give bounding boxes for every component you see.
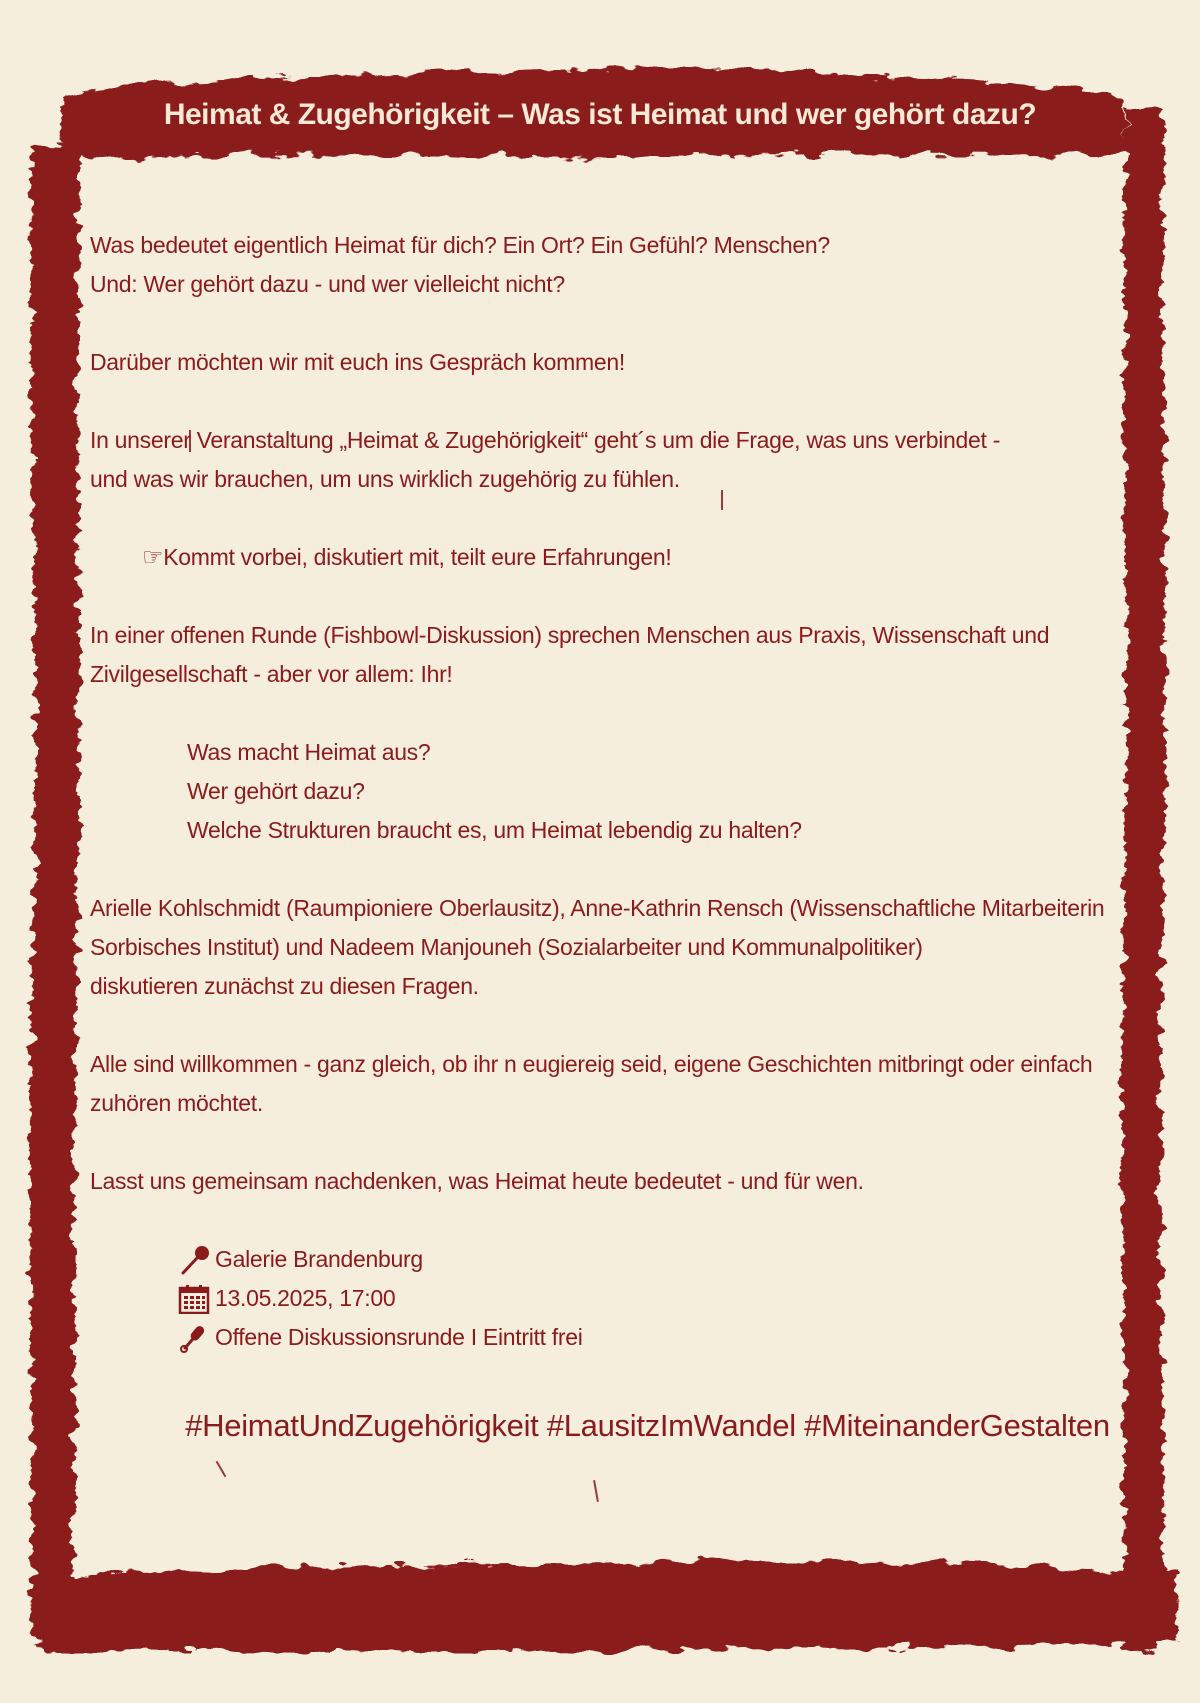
question-item: Wer gehört dazu? (187, 778, 365, 804)
speakers-line-2: Sorbisches Institut) und Nadeem Manjouneh (Sozialarbeiter und Kommunalpolitiker) (90, 934, 923, 960)
main-content (90, 226, 1120, 1357)
datetime-text: 13.05.2025, 17:00 (215, 1285, 396, 1311)
call-to-action (90, 538, 1120, 577)
event-line-2: und was wir brauchen, um uns wirklich zugehörig zu fühlen. (90, 466, 680, 492)
speakers-line-3: diskutieren zunächst zu diesen Fragen. (90, 973, 479, 999)
microphone-icon (177, 1323, 211, 1353)
format-row (90, 1318, 1120, 1357)
welcome-line-2: zuhören möchtet. (90, 1090, 263, 1116)
calendar-icon (177, 1284, 211, 1314)
call-to-action-text: Kommt vorbei, diskutiert mit, teilt eure Erfahrungen! (163, 544, 672, 570)
round-line-2: Zivilgesellschaft - aber vor allem: Ihr! (90, 661, 453, 687)
datetime-row (90, 1279, 1120, 1318)
event-line-1: In unserer Veranstaltung „Heimat & Zugehörigkeit“ geht´s um die Frage, was uns verbindet - (90, 427, 1001, 453)
location-text: Galerie Brandenburg (215, 1246, 423, 1272)
location-row (90, 1240, 1120, 1279)
format-text: Offene Diskussionsrunde I Eintritt frei (215, 1324, 583, 1350)
page-title: Heimat & Zugehörigkeit – Was ist Heimat und wer gehört dazu? (163, 98, 1037, 131)
speakers-line-1: Arielle Kohlschmidt (Raumpioniere Oberlausitz), Anne-Kathrin Rensch (Wissenschaftliche Mitarbeiterin (90, 895, 1105, 921)
intro-line-1: Was bedeutet eigentlich Heimat für dich? Ein Ort? Ein Gefühl? Menschen? (90, 232, 830, 258)
pointing-hand-icon: ☞ (142, 544, 164, 571)
hashtags: #HeimatUndZugehörigkeit #LausitzImWandel #MiteinanderGestalten (185, 1408, 1110, 1443)
invite-text: Darüber möchten wir mit euch ins Gespräch kommen! (90, 349, 625, 375)
pin-icon (177, 1245, 211, 1275)
round-line-1: In einer offenen Runde (Fishbowl-Diskussion) sprechen Menschen aus Praxis, Wissenschaft und (90, 622, 1050, 648)
closing-text: Lasst uns gemeinsam nachdenken, was Heimat heute bedeutet - und für wen. (90, 1168, 864, 1194)
question-item: Was macht Heimat aus? (187, 739, 431, 765)
question-item: Welche Strukturen braucht es, um Heimat lebendig zu halten? (187, 817, 802, 843)
welcome-line-1: Alle sind willkommen - ganz gleich, ob ihr n eugiereig seid, eigene Geschichten mitbringt oder einfach (90, 1051, 1093, 1077)
bottom-brush-stroke (46, 1560, 1178, 1652)
intro-line-2: Und: Wer gehört dazu - und wer vielleicht nicht? (90, 271, 565, 297)
